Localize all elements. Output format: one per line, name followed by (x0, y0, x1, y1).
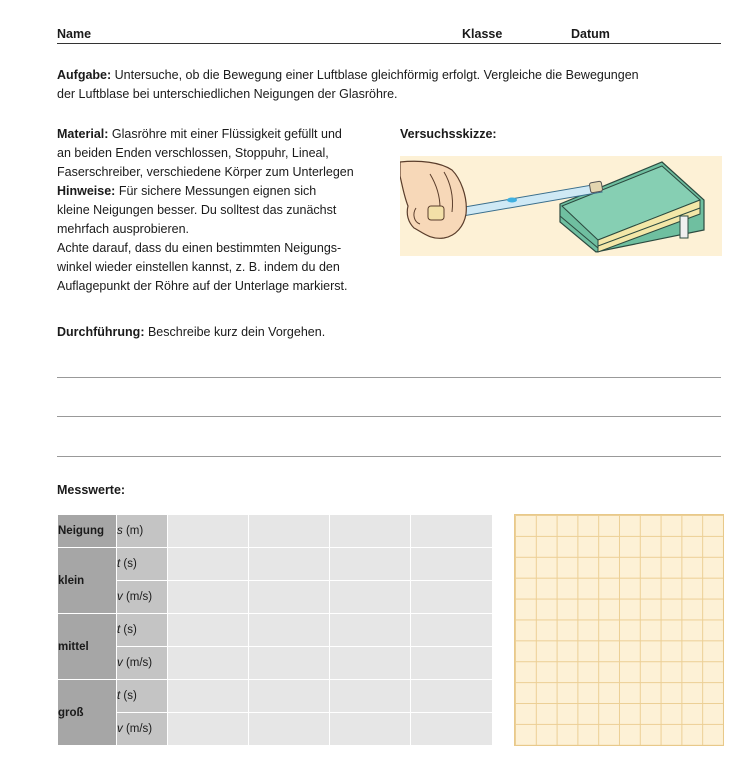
table-cell[interactable] (168, 548, 249, 581)
writing-line-2[interactable] (57, 416, 721, 417)
table-row (58, 713, 493, 746)
t-symbol: t (117, 690, 121, 702)
t-symbol: t (117, 624, 121, 636)
t-label (117, 680, 168, 713)
table-cell[interactable] (249, 680, 330, 713)
task-text (57, 66, 737, 104)
table-row (58, 680, 493, 713)
v-label (117, 581, 168, 614)
table-row (58, 515, 493, 548)
table-cell[interactable] (330, 647, 411, 680)
incline-medium: mittel (58, 614, 117, 680)
table-cell[interactable] (330, 680, 411, 713)
writing-line-3[interactable] (57, 456, 721, 457)
table-cell[interactable] (411, 680, 493, 713)
sketch-label: Versuchsskizze: (400, 127, 497, 141)
hints-line1: Für sichere Messungen eignen sich (118, 184, 317, 198)
measurement-table (57, 514, 493, 746)
graph-paper-grid[interactable] (514, 514, 724, 746)
t-label (117, 614, 168, 647)
incline-small: klein (58, 548, 117, 614)
t-unit: (s) (123, 558, 137, 570)
t-symbol: t (117, 558, 121, 570)
v-symbol: v (117, 657, 123, 669)
date-label: Datum (571, 27, 610, 41)
v-symbol: v (117, 723, 123, 735)
table-cell[interactable] (411, 581, 493, 614)
t-unit: (s) (123, 690, 137, 702)
table-row (58, 581, 493, 614)
task-label: Aufgabe: (57, 68, 112, 82)
t-unit: (s) (123, 624, 137, 636)
table-cell[interactable] (249, 713, 330, 746)
table-cell[interactable] (168, 647, 249, 680)
measurements-label: Messwerte: (57, 483, 126, 497)
name-label: Name (57, 27, 92, 41)
table-cell[interactable] (249, 614, 330, 647)
incline-large: groß (58, 680, 117, 746)
hand-tube-binder-illustration (400, 156, 722, 256)
table-cell[interactable] (330, 713, 411, 746)
v-label (117, 713, 168, 746)
table-cell[interactable] (330, 515, 411, 548)
material-line1: Glasröhre mit einer Flüssigkeit gefüllt und (111, 127, 342, 141)
hints-line5: winkel wieder einstellen kannst, z. B. indem du den (57, 260, 340, 274)
table-cell[interactable] (168, 680, 249, 713)
header-line (57, 43, 721, 44)
table-cell[interactable] (249, 548, 330, 581)
procedure-instruction: Beschreibe kurz dein Vorgehen. (147, 325, 326, 339)
s-symbol: s (117, 525, 123, 537)
table-cell[interactable] (249, 515, 330, 548)
table-cell[interactable] (168, 515, 249, 548)
v-unit: (m/s) (125, 723, 153, 735)
table-cell[interactable] (330, 581, 411, 614)
incline-header: Neigung (58, 515, 117, 548)
table-cell[interactable] (411, 614, 493, 647)
s-unit: (m) (125, 525, 144, 537)
material-line3: Faserschreiber, verschiedene Körper zum Unterlegen (57, 165, 354, 179)
v-unit: (m/s) (125, 591, 153, 603)
experiment-sketch (400, 156, 722, 256)
table-cell[interactable] (411, 713, 493, 746)
table-cell[interactable] (411, 647, 493, 680)
hints-line4: Achte darauf, dass du einen bestimmten Neigungs- (57, 241, 342, 255)
v-unit: (m/s) (125, 657, 153, 669)
table-cell[interactable] (168, 713, 249, 746)
hints-line6: Auflagepunkt der Röhre auf der Unterlage markierst. (57, 279, 348, 293)
material-line2: an beiden Enden verschlossen, Stoppuhr, Lineal, (57, 146, 329, 160)
v-symbol: v (117, 591, 123, 603)
table-cell[interactable] (411, 515, 493, 548)
task-line2: der Luftblase bei unterschiedlichen Neigungen der Glasröhre. (57, 87, 398, 101)
v-label (117, 647, 168, 680)
material-hints-text (57, 125, 397, 296)
table-cell[interactable] (168, 614, 249, 647)
s-header (117, 515, 168, 548)
hints-line2: kleine Neigungen besser. Du solltest das zunächst (57, 203, 337, 217)
t-label (117, 548, 168, 581)
table-cell[interactable] (330, 548, 411, 581)
hints-label: Hinweise: (57, 184, 116, 198)
hints-line3: mehrfach ausprobieren. (57, 222, 190, 236)
procedure-text (57, 323, 325, 342)
table-cell[interactable] (330, 614, 411, 647)
writing-line-1[interactable] (57, 377, 721, 378)
table-cell[interactable] (411, 548, 493, 581)
table-cell[interactable] (168, 581, 249, 614)
table-row (58, 614, 493, 647)
table-row (58, 548, 493, 581)
table-cell[interactable] (249, 647, 330, 680)
task-line1: Untersuche, ob die Bewegung einer Luftblase gleichförmig erfolgt. Vergleiche die Bewegungen (114, 68, 639, 82)
class-label: Klasse (462, 27, 503, 41)
table-cell[interactable] (249, 581, 330, 614)
table-row (58, 647, 493, 680)
material-label: Material: (57, 127, 109, 141)
procedure-label: Durchführung: (57, 325, 145, 339)
